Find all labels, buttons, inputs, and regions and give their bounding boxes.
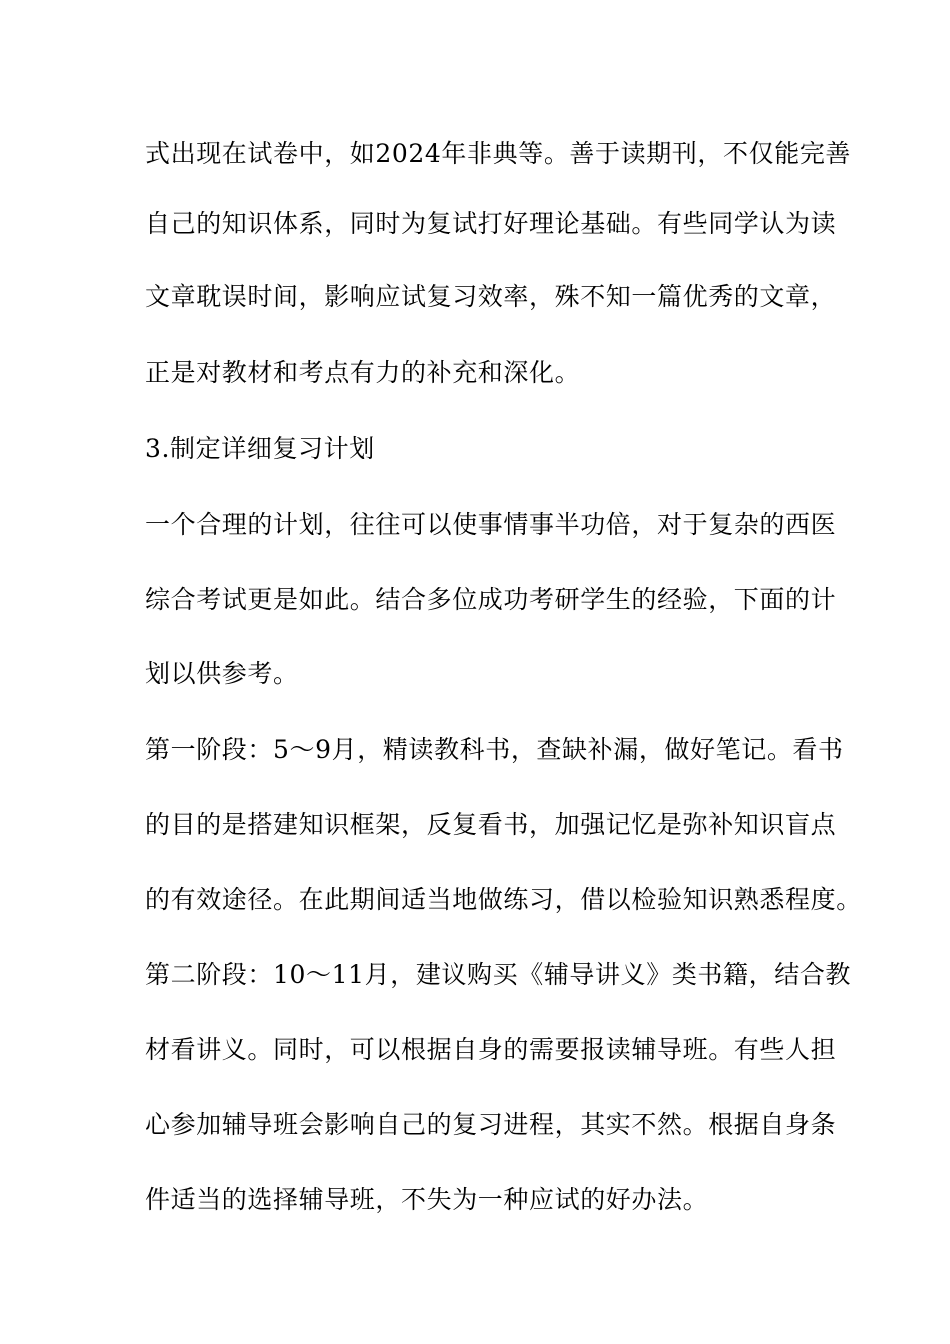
paragraph-line: 第二阶段：10～11月，建议购买《辅导讲义》类书籍，结合教 — [145, 960, 852, 989]
paragraph-line: 正是对教材和考点有力的补充和深化。 — [145, 358, 581, 387]
paragraph-line: 综合考试更是如此。结合多位成功考研学生的经验，下面的计 — [145, 585, 837, 614]
paragraph-line: 第一阶段：5～9月，精读教科书，查缺补漏，做好笔记。看书 — [145, 735, 844, 764]
paragraph-line: 式出现在试卷中，如2024年非典等。善于读期刊，不仅能完善 — [145, 139, 852, 168]
paragraph-line: 材看讲义。同时，可以根据自身的需要报读辅导班。有些人担 — [145, 1035, 837, 1064]
paragraph-line: 的有效途径。在此期间适当地做练习，借以检验知识熟悉程度。 — [145, 885, 862, 914]
paragraph-line: 一个合理的计划，往往可以使事情事半功倍，对于复杂的西医 — [145, 510, 837, 539]
paragraph-line: 心参加辅导班会影响自己的复习进程，其实不然。根据自身条 — [145, 1110, 837, 1139]
paragraph-line: 的目的是搭建知识框架，反复看书，加强记忆是弥补知识盲点 — [145, 810, 837, 839]
paragraph-line: 文章耽误时间，影响应试复习效率，殊不知一篇优秀的文章， — [145, 282, 837, 311]
paragraph-line: 件适当的选择辅导班，不失为一种应试的好办法。 — [145, 1185, 709, 1214]
paragraph-line: 自己的知识体系，同时为复试打好理论基础。有些同学认为读 — [145, 209, 837, 238]
paragraph-line: 划以供参考。 — [145, 659, 299, 688]
section-heading: 3.制定详细复习计划 — [145, 434, 375, 463]
